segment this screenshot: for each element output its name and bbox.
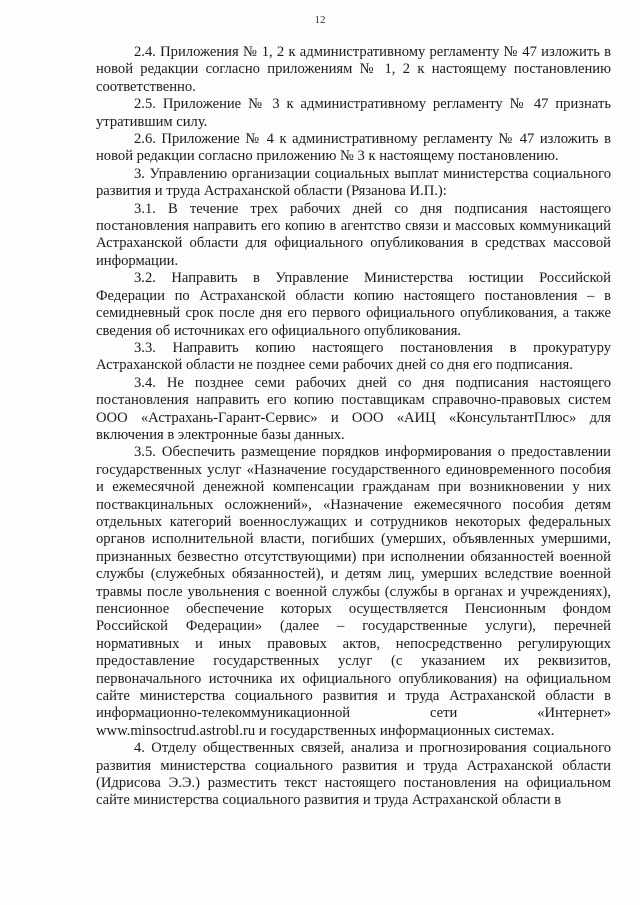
paragraph-2-5: 2.5. Приложение № 3 к административному регламенту № 47 признать утратившим силу. xyxy=(96,96,611,130)
paragraph-3-5: 3.5. Обеспечить размещение порядков информирования о предоставлении государственных услуг «Назначение государственного единовременного пособия и ежемесячной денежной компенсации гражданам при возникновении у них поствакцинальных осложнений», «Назначение ежемесячного пособия детям отдельных категорий военнослужащих и сотрудников некоторых федеральных органов исполнительной власти, погибших (умерших, объявленных умершими, признанных безвестно отсутствующими) при исполнении обязанностей военной службы (служебных обязанностей), и детям лиц, умерших вследствие военной травмы после увольнения с военной службы (службы в органах и учреждениях), пенсионное обеспечение которых осуществляется Пенсионным фондом Российской Федерации» (далее – государственные услуги), перечней нормативных и иных правовых актов, непосредственно регулирующих предоставление государственных услуг (с указанием их реквизитов, первоначального источника их официального опубликования) на официальном сайте министерства социального развития и труда Астраханской области в информационно-телекоммуникационной сети «Интернет» www.minsoctrud.astrobl.ru и государственных информационных системах. xyxy=(96,444,611,739)
paragraph-3-4: 3.4. Не позднее семи рабочих дней со дня подписания настоящего постановления направить его копию поставщикам справочно-правовых систем ООО «Астрахань-Гарант-Сервис» и ООО «АИЦ «КонсультантПлюс» для включения в электронные базы данных. xyxy=(96,374,611,443)
document-body xyxy=(96,44,611,810)
paragraph-3-1: 3.1. В течение трех рабочих дней со дня подписания настоящего постановления направить его копию в агентство связи и массовых коммуникаций Астраханской области для официального опубликования в средствах массовой информации. xyxy=(96,200,611,269)
paragraph-3-2: 3.2. Направить в Управление Министерства юстиции Российской Федерации по Астраханской области копию настоящего постановления – в семидневный срок после дня его первого официального опубликования, а также сведения об источниках его официального опубликования. xyxy=(96,270,611,339)
paragraph-2-6: 2.6. Приложение № 4 к административному регламенту № 47 изложить в новой редакции согласно приложению № 3 к настоящему постановлению. xyxy=(96,131,611,165)
paragraph-2-4: 2.4. Приложения № 1, 2 к административному регламенту № 47 изложить в новой редакции согласно приложениям № 1, 2 к настоящему постановлению соответственно. xyxy=(96,44,611,95)
paragraph-3-3: 3.3. Направить копию настоящего постановления в прокуратуру Астраханской области не позднее семи рабочих дней со дня его подписания. xyxy=(96,339,611,374)
paragraph-4: 4. Отделу общественных связей, анализа и прогнозирования социального развития министерства социального развития и труда Астраханской области (Идрисова Э.Э.) разместить текст настоящего постановления на официальном сайте министерства социального развития и труда Астраханской области в xyxy=(96,740,611,809)
paragraph-3: 3. Управлению организации социальных выплат министерства социального развития и труда Астраханской области (Рязанова И.П.): xyxy=(96,165,611,200)
page-number: 12 xyxy=(314,14,326,26)
